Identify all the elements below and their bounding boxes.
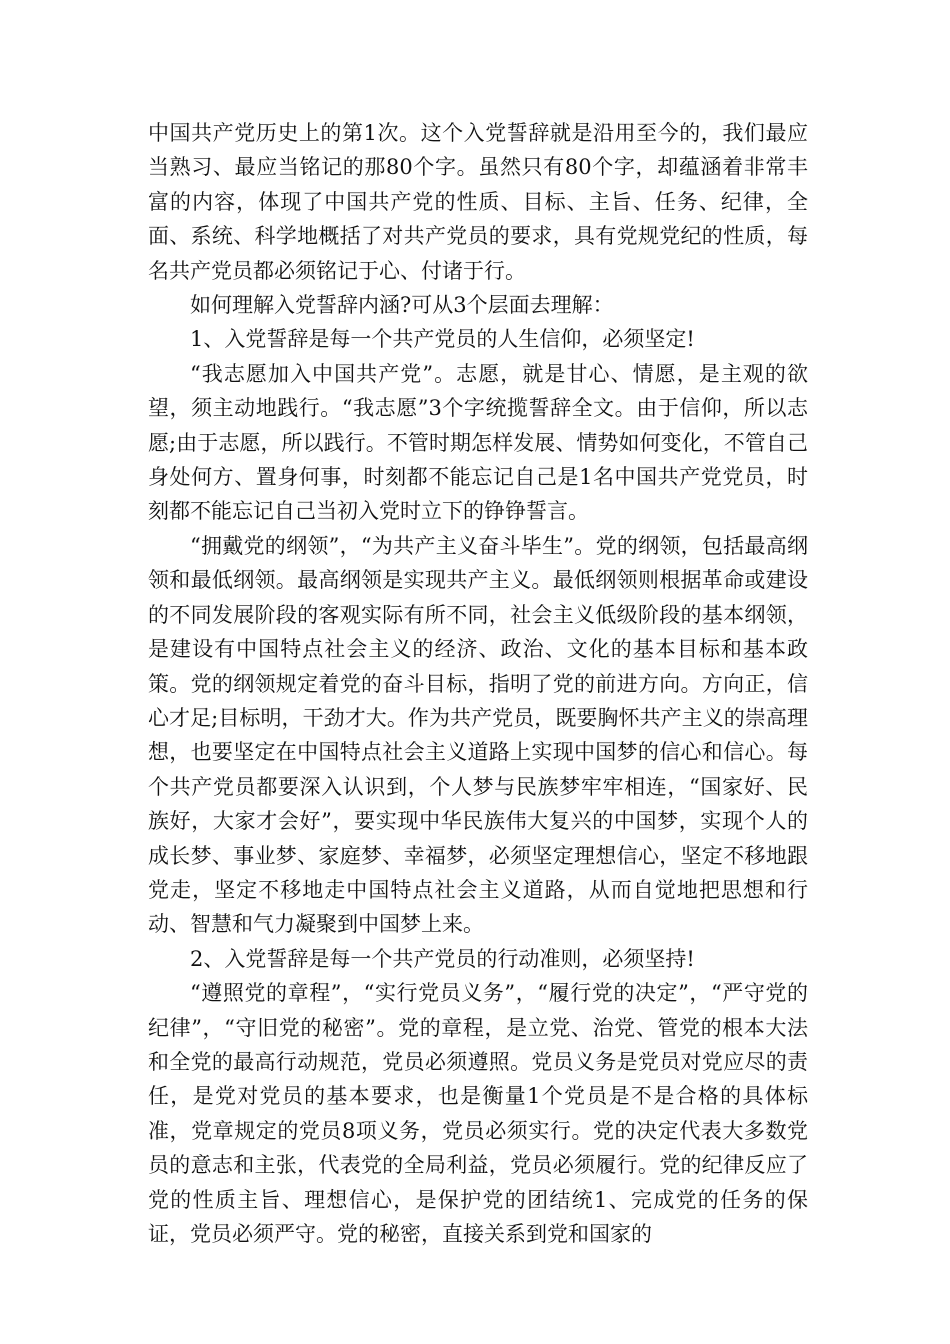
paragraph-question: 如何理解入党誓辞内涵?可从3个层面去理解： [190, 293, 614, 318]
section-heading-2: 2、入党誓辞是每一个共产党员的行动准则，必须坚持! [190, 946, 695, 971]
paragraph-program: “拥戴党的纲领”，“为共产主义奋斗毕生”。党的纲领，包括最高纲领和最低纲领。最高纲领是实现共产主义。最低纲领则根据革命或建设的不同发展阶段的客观实际有所不同，社会主义低级阶段的基本纲领，是建设有中国特点社会主义的经济、政治、文化的基本目标和基本政策。党的纲领规定着党的奋斗目标，指明了党的前进方向。方向正，信心才足;目标明，干劲才大。作为共产党员，既要胸怀共产主义的崇高理想，也要坚定在中国特点社会主义道路上实现中国梦的信心和信心。每个共产党员都要深入认识到，个人梦与民族梦牢牢相连，“国家好、民族好，大家才会好”，要实现中华民族伟大复兴的中国梦，实现个人的成长梦、事业梦、家庭梦、幸福梦，必须坚定理想信心，坚定不移地跟党走，坚定不移地走中国特点社会主义道路，从而自觉地把思想和行动、智慧和气力凝聚到中国梦上来。 [148, 533, 808, 937]
section-heading-1: 1、入党誓辞是每一个共产党员的人生信仰，必须坚定! [190, 327, 695, 352]
document-body [148, 116, 808, 1251]
paragraph-intro: 中国共产党历史上的第1次。这个入党誓辞就是沿用至今的，我们最应当熟习、最应当铭记的那80个字。虽然只有80个字，却蕴涵着非常丰富的内容，体现了中国共产党的性质、目标、主旨、任务、纪律，全面、系统、科学地概括了对共产党员的要求，具有党规党纪的性质，每名共产党员都必须铭记于心、付诸于行。 [148, 121, 808, 283]
paragraph-volunteer: “我志愿加入中国共产党”。志愿，就是甘心、情愿，是主观的欲望，须主动地践行。“我志愿”3个字统揽誓辞全文。由于信仰，所以志愿;由于志愿，所以践行。不管时期怎样发展、情势如何变化，不管自己身处何方、置身何事，时刻都不能忘记自己是1名中国共产党党员，时刻都不能忘记自己当初入党时立下的铮铮誓言。 [148, 361, 808, 524]
paragraph-constitution: “遵照党的章程”，“实行党员义务”，“履行党的决定”，“严守党的纪律”，“守旧党的秘密”。党的章程，是立党、治党、管党的根本大法和全党的最高行动规范，党员必须遵照。党员义务是党员对党应尽的责任，是党对党员的基本要求，也是衡量1个党员是不是合格的具体标准，党章规定的党员8项义务，党员必须实行。党的决定代表大多数党员的意志和主张，代表党的全局利益，党员必须履行。党的纪律反应了党的性质主旨、理想信心，是保护党的团结统1、完成党的任务的保证，党员必须严守。党的秘密，直接关系到党和国家的 [148, 981, 808, 1246]
